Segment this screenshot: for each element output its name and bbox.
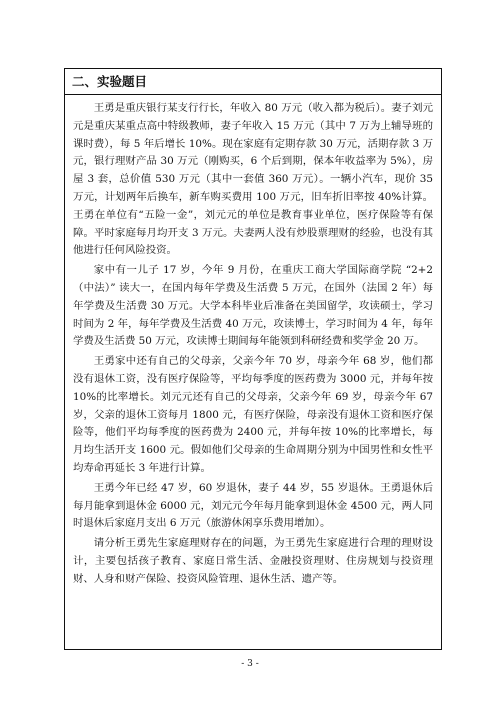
paragraph-family-finances: 王勇是重庆银行某支行行长，年收入 80 万元（收入都为税后）。妻子刘元元是重庆某重点高中特级教师，妻子年收入 15 万元（其中 7 万为上辅导班的课时费），每 5 年后增长 10%。现在家庭有定期存款 30 万元，活期存款 3 万元，银行理财产品 30 万元（刚购买，6 个后到期，保本年收益率为 5%），房屋 3 套，总价值 530 万元（其中一套值 360 万元）。一辆小汽车，现价 35 万元，计划两年后换车，新车购买费用 100 万元，旧车折旧率按 40%计算。王勇在单位有“五险一金”，刘元元的单位是教育事业单位，医疗保险等有保障。平时家庭每月均开支 3 万元。夫妻两人没有炒股票理财的经验，也没有其他进行任何风险投资。 bbox=[73, 102, 433, 257]
paragraph-retirement: 王勇今年已经 47 岁，60 岁退休，妻子 44 岁，55 岁退休。王勇退休后每月能拿到退休金 6000 元，刘元元今年每月能拿到退休金 4500 元，两人同时退休后家庭月支出 6 万元（旅游休闲享乐费用增加）。 bbox=[73, 481, 433, 530]
paragraph-parents: 王勇家中还有自己的父母亲，父亲今年 70 岁，母亲今年 68 岁，他们都没有退休工资，没有医疗保险等，平均每季度的医药费为 3000 元，并每年按 10%的比率增长。刘元元还有自己的父母亲，父亲今年 69 岁，母亲今年 67 岁，父亲的退休工资每月 1800 元，有医疗保险，母亲没有退休工资和医疗保险等，他们平均每季度的医药费为 2400 元，并每年按 10%的比率增长，每月均生活开支 1600 元。假如他们父母亲的生命周期分别为中国男性和女性平均寿命再延长 3 年进行计算。 bbox=[73, 355, 433, 474]
section-body bbox=[65, 95, 441, 589]
page-number: - 3 - bbox=[241, 659, 259, 669]
content-frame bbox=[64, 68, 442, 650]
paragraph-son-education: 家中有一儿子 17 岁，今年 9 月份，在重庆工商大学国际商学院 “2+2（中法）” 读大一，在国内每年学费及生活费 5 万元，在国外（法国 2 年）每年学费及生活费 30 万元。大学本科毕业后准备在美国留学，攻读硕士，学习时间为 2 年，每年学费及生活费 40 万元，攻读博士，学习时间为 4 年，每年学费及生活费 50 万元，攻读博士期间每年能领到科研经费和奖学金 20 万。 bbox=[73, 264, 433, 348]
paragraph-task: 请分析王勇先生家庭理财存在的问题，为王勇先生家庭进行合理的理财设计，主要包括孩子教育、家庭日常生活、金融投资理财、住房规划与投资理财、人身和财产保险、投资风险管理、退休生活、遗产等。 bbox=[73, 537, 433, 585]
section-title: 二、实验题目 bbox=[65, 69, 441, 95]
